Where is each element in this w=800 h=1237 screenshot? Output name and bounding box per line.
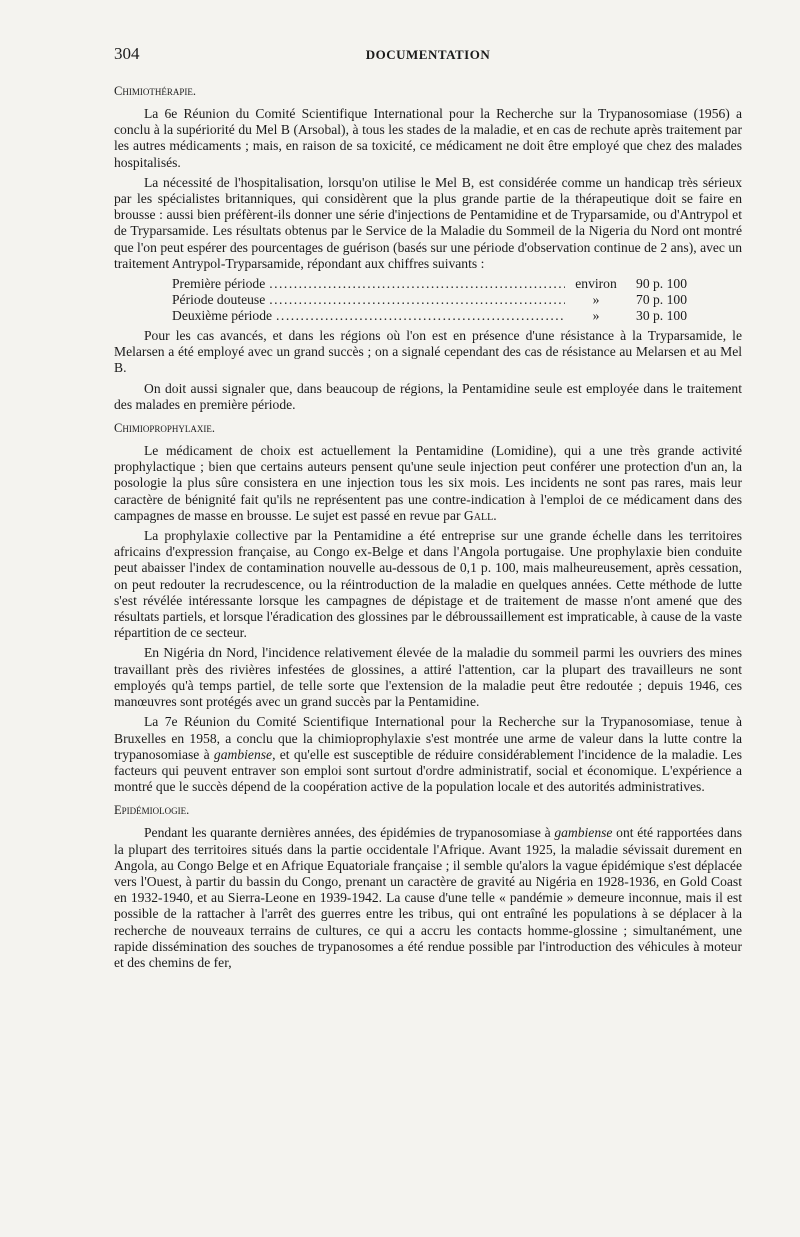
italic-term: gambiense <box>554 825 613 841</box>
period-label: Première période <box>172 276 266 292</box>
period-label: Période douteuse <box>172 292 266 308</box>
cure-rate: 90 p. 100 <box>636 276 687 292</box>
paragraph <box>114 443 742 524</box>
paragraph-text: Le médicament de choix est actuellement la Pentamidine (Lomidine), qui a une très grande activité prophylactique ; bien que certains auteurs pensent qu'une seule injection peut conférer une protection d'un an, la posologie la plus sûre consistera en une injection tous les six mois. Les incidents ne sont pas rares, mais leur caractère de bénignité fait qu'ils ne représentent pas une contre-indication à l'emploi de ce médicament dans des campagnes de masse en brousse. Le sujet est passé en revue par <box>114 443 742 523</box>
paragraph: En Nigéria dn Nord, l'incidence relativement élevée de la maladie du sommeil parmi les ouvriers des mines travaillant près des rivières infestées de glossines, a attiré l'attention, car la plupart des travailleurs ne sont employés qu'à temps partiel, de telle sorte que l'extension de la maladie peut être redoutée ; depuis 1946, ces manœuvres sont protégés avec un grand succès par la Pentamidine. <box>114 645 742 710</box>
qualifier: environ <box>575 276 617 292</box>
paragraph-text: , et qu'elle est susceptible de réduire considérablement l'incidence de la maladie. Les facteurs qui peuvent entraver son emploi sont surtout d'ordre administratif, social et économique. L'expérience a montré que le succès dépend de la coopération active de la population locale et des autorités administratives. <box>114 746 742 795</box>
paragraph: La 6e Réunion du Comité Scientifique International pour la Recherche sur la Trypanosomiase (1956) a conclu à la supériorité du Mel B (Arsobal), à tous les stades de la maladie, et en cas de rechute après traitement par les autres médicaments ; mais, en raison de sa toxicité, ce médicament ne doit être employé que chez des malades hospitalisés. <box>114 106 742 170</box>
italic-term: gambiense <box>213 746 273 762</box>
cure-rate-row <box>172 276 687 292</box>
page-number: 304 <box>114 44 140 63</box>
leader-dots <box>276 308 565 324</box>
paragraph-text: La 7e Réunion du Comité Scientifique International pour la Recherche sur la Trypanosomiase, tenue à Bruxelles en 1958, a conclu que la chimioprophylaxie s'est montrée une arme de valeur dans la lutte contre la trypanosomiase à <box>114 714 742 762</box>
paragraph-text: ont été rapportées dans la plupart des territoires situés dans la partie occidentale l'Afrique. Avant 1925, la maladie sévissait durement en Angola, au Congo Belge et en Afrique Equatoriale française ; il semble qu'alors la vague épidémique s'est déplacée vers l'Ouest, à partir du bassin du Congo, prenant un caractère de gravité au Nigéria en 1928-1936, en Gold Coast en 1932-1940, et au Sierra-Leone en 1939-1942. La cause d'une telle « pandémie » demeure inconnue, mais il est possible de la rattacher à l'arrêt des guerres entre les tribus, qui ont entraîné les populations à se déplacer à la recherche de nouveaux terrains de cultures, ce qui a accru les contacts homme-glossine ; simultanément, une rapide dissémination des souches de trypanosomes a été rendue possible par l'introduction des véhicules à moteur et des chemins de fer, <box>114 825 742 970</box>
leader-dots <box>269 292 565 308</box>
paragraph: Pour les cas avancés, et dans les régions où l'on est en présence d'une résistance à la Tryparsamide, le Melarsen a été employé avec un grand succès ; on a signalé cependant des cas de résistance au Melarsen et au Mel B. <box>114 328 742 376</box>
page-content <box>114 84 742 975</box>
qualifier: » <box>592 308 600 324</box>
section-heading-chimioprophylaxie: Chimioprophylaxie. <box>114 421 215 436</box>
paragraph: La prophylaxie collective par la Pentamidine a été entreprise sur une grande échelle dans les territoires africains d'expression française, au Congo ex-Belge et dans l'Angola portugaise. Une prophylaxie bien conduite peut abaisser l'index de contamination nouvelle au-dessous de 0,1 p. 100, mais malheureusement, après cessation, on peut redouter la recrudescence, ou la réintroduction de la maladie en quelques années. Cette méthode de lutte s'est révélée intéressante lorsque les campagnes de dépistage et de traitement de masse n'ont amené que des résultats partiels, et lorsque l'éradication des glossines par le débroussaillement est impraticable, à cause de la vaste répartition de ce secteur. <box>114 528 742 641</box>
running-title: DOCUMENTATION <box>365 47 491 62</box>
cure-rate-table <box>172 276 687 324</box>
page-header <box>114 44 742 66</box>
paragraph <box>114 825 742 971</box>
paragraph-text: Pendant les quarante dernières années, des épidémies de trypanosomiase à <box>144 825 555 841</box>
paragraph <box>114 714 742 795</box>
cure-rate-row <box>172 308 687 324</box>
paragraph: On doit aussi signaler que, dans beaucoup de régions, la Pentamidine seule est employée dans le traitement des malades en première période. <box>114 380 742 412</box>
section-heading-chimiotherapie: Chimiothérapie. <box>114 84 196 98</box>
qualifier: » <box>592 292 600 308</box>
cure-rate-row <box>172 292 687 308</box>
paragraph-end: . <box>493 507 497 523</box>
paragraph: La nécessité de l'hospitalisation, lorsqu'on utilise le Mel B, est considérée comme un handicap très sérieux par les spécialistes britanniques, qui considèrent que la plus grande partie de la thérapeutique doit se faire en brousse : aussi bien préfèrent-ils donner une série d'injections de Pentamidine et de Tryparsamide, ou d'Antrypol et de Tryparsamide. Les résultats obtenus par le Service de la Maladie du Sommeil de la Nigeria du Nord ont montré que l'on peut espérer des pourcentages de guérison (basés sur une période d'observation continue de 2 ans), avec un traitement Antrypol-Tryparsamide, répondant aux chiffres suivants : <box>114 174 742 271</box>
author-name: Gall <box>463 507 494 523</box>
section-heading-epidemiologie: Epidémiologie. <box>114 803 190 818</box>
cure-rate: 70 p. 100 <box>636 292 687 308</box>
period-label: Deuxième période <box>172 308 273 324</box>
cure-rate: 30 p. 100 <box>636 308 687 324</box>
leader-dots <box>269 276 565 292</box>
